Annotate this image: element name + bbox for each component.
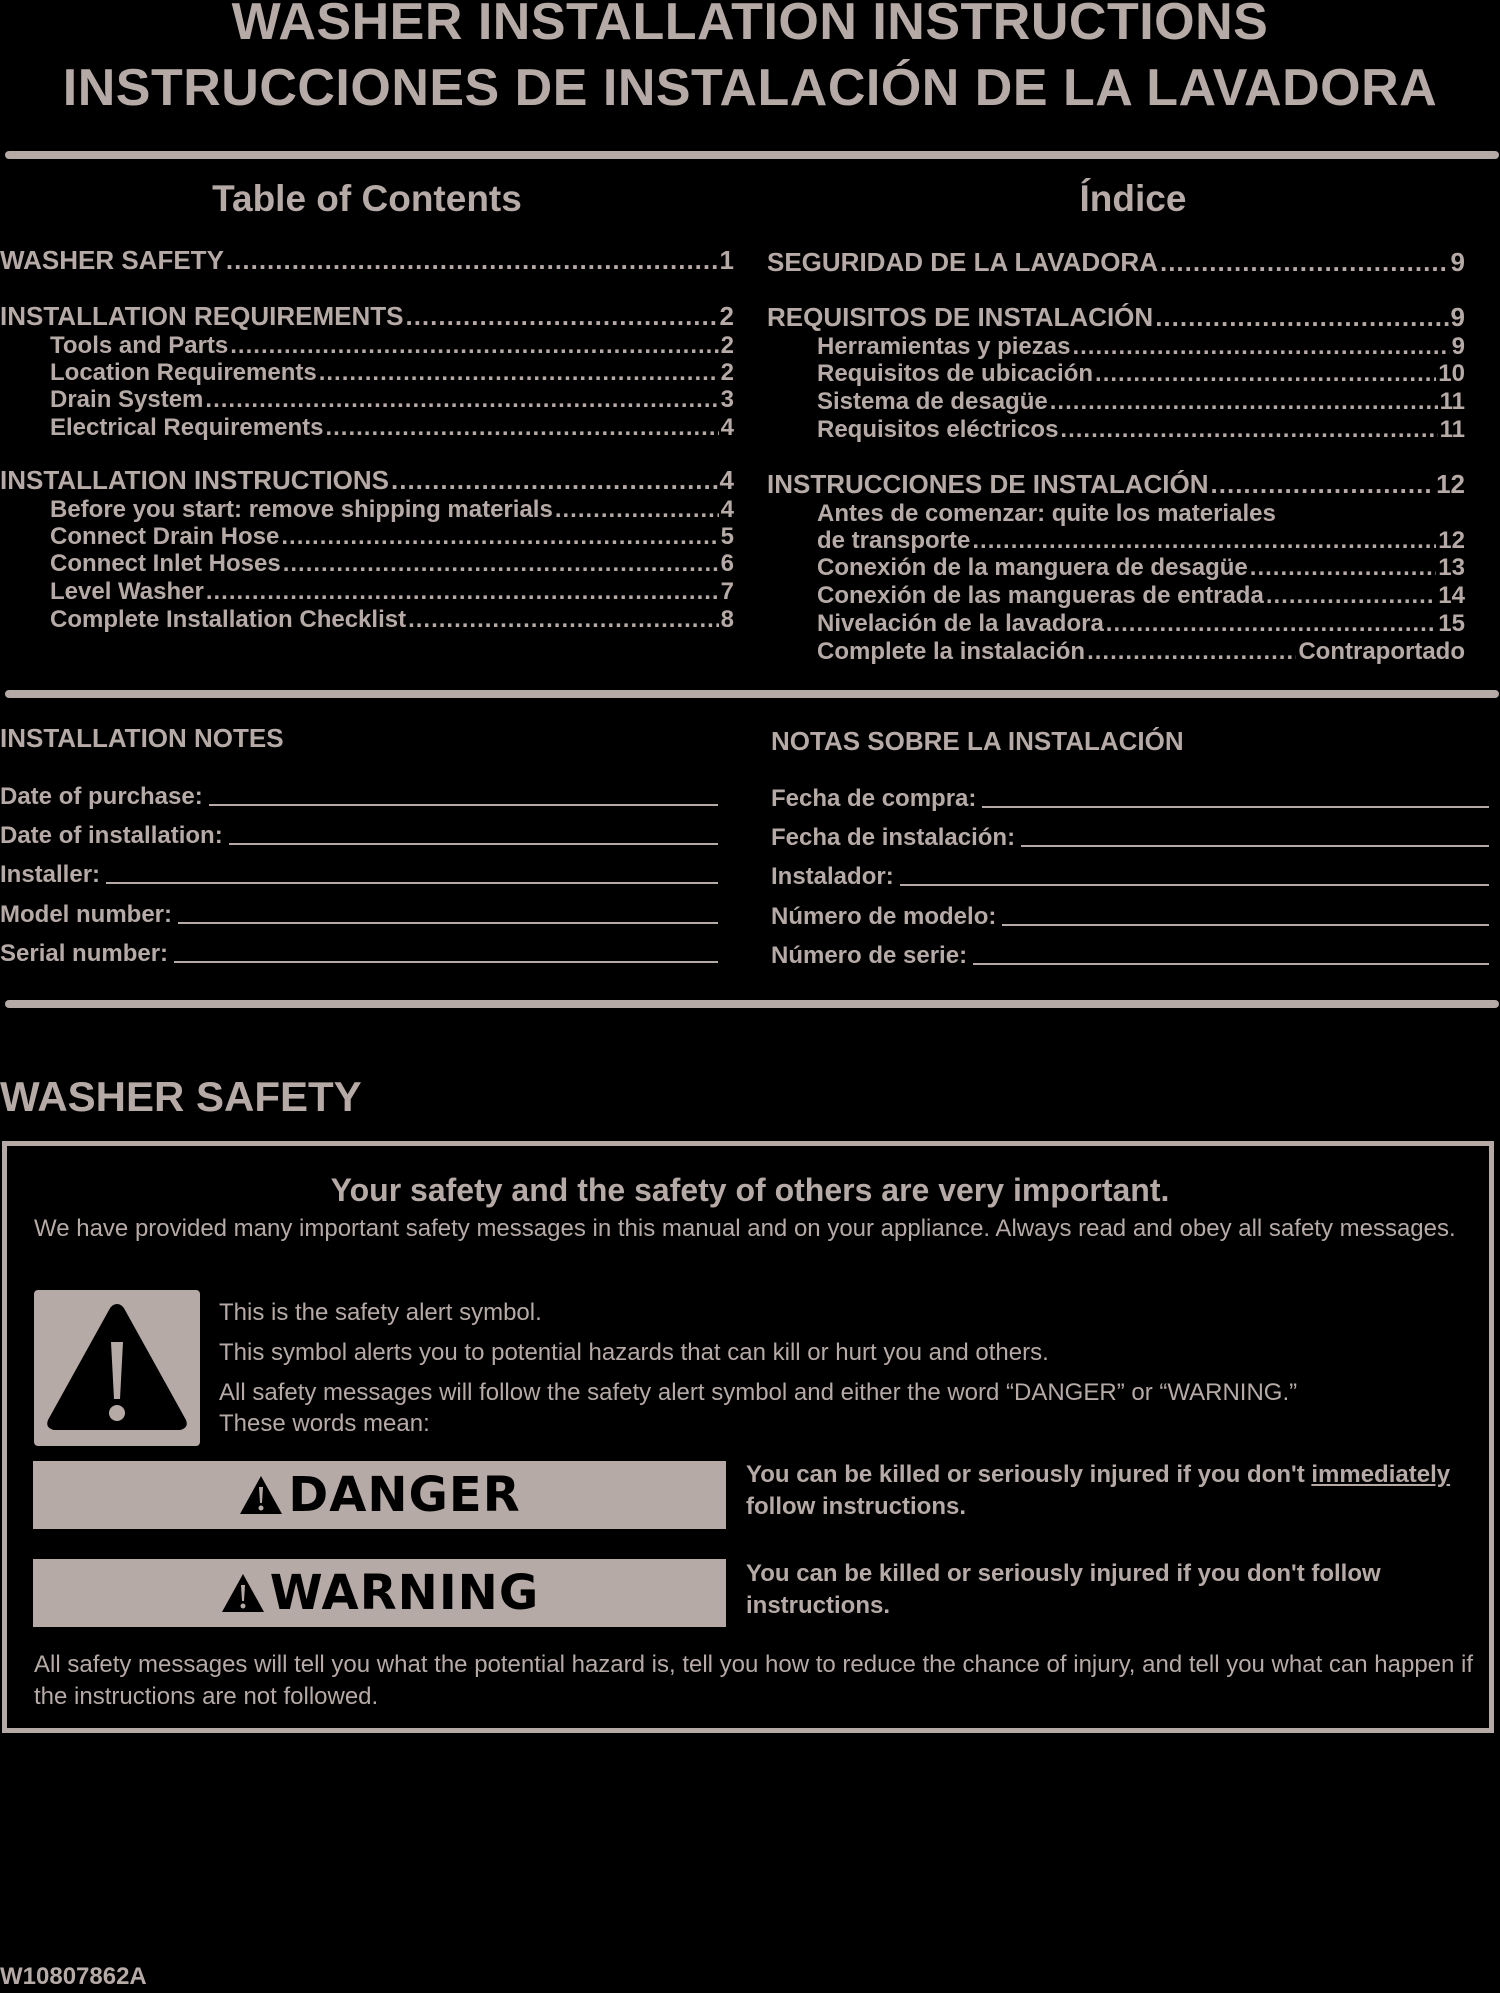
section-title-washer-safety: WASHER SAFETY [0,1073,362,1120]
note-field-date-of-installation[interactable]: Date of installation: [0,821,718,851]
safety-alert-triangle-icon [42,1296,192,1440]
divider [5,151,1499,159]
danger-signal-bar [33,1461,726,1529]
symbol-line: All safety messages will follow the safety alert symbol and either the word “DANGER” or “WARNING.” [219,1379,1298,1406]
symbol-line: This symbol alerts you to potential hazards that can kill or hurt you and others. [219,1339,1049,1366]
blank-line[interactable] [229,843,718,845]
toc-entry[interactable]: Connect Drain Hose ..... 5 [50,523,734,551]
toc-entry[interactable]: INSTALLATION INSTRUCTIONS ..... 4 [0,466,734,494]
notes-heading-spanish: NOTAS SOBRE LA INSTALACIÓN [771,726,1184,756]
warning-description: You can be killed or seriously injured if you don't follow instructions. [746,1560,1381,1619]
safety-alert-triangle-icon [238,1474,284,1516]
blank-line[interactable] [1002,924,1489,926]
warning-signal-bar [33,1559,726,1627]
toc-entry[interactable]: Nivelación de la lavadora ..... 15 [817,610,1465,638]
blank-line[interactable] [106,882,718,884]
toc-entry[interactable]: Conexión de la manguera de desagüe ..... 13 [817,554,1465,582]
safety-intro: We have provided many important safety messages in this manual and on your appliance. Always read and obey all safety messages. [34,1215,1456,1242]
toc-entry[interactable]: Complete Installation Checklist ..... 8 [50,606,734,634]
danger-label: DANGER [288,1467,521,1523]
toc-entry[interactable]: REQUISITOS DE INSTALACIÓN ..... 9 [767,303,1465,331]
safety-alert-symbol-tile [34,1290,200,1446]
note-field-numero-de-serie[interactable]: Número de serie: [771,941,1489,971]
note-field-serial-number[interactable]: Serial number: [0,939,718,969]
divider [5,690,1499,698]
toc-entry[interactable]: Connect Inlet Hoses ..... 6 [50,550,734,578]
blank-line[interactable] [178,922,718,924]
toc-entry[interactable]: Requisitos eléctricos ..... 11 [817,416,1465,444]
danger-description: You can be killed or seriously injured if you don't immediately follow instructions. [746,1461,1451,1520]
divider [5,1000,1499,1008]
blank-line[interactable] [900,884,1489,886]
blank-line[interactable] [174,961,718,963]
title-spanish: INSTRUCCIONES DE INSTALACIÓN DE LA LAVADORA [62,59,1438,117]
safety-footer: All safety messages will tell you what the potential hazard is, tell you how to reduce the chance of injury, and tell you what can happen if the instructions are not followed. [34,1651,1474,1710]
toc-entry[interactable]: Requisitos de ubicación ..... 10 [817,360,1465,388]
blank-line[interactable] [209,804,718,806]
toc-entry[interactable]: de transporte ..... 12 [817,527,1465,555]
toc-entry-label: Antes de comenzar: quite los materiales [817,500,1276,527]
toc-entry[interactable]: INSTALLATION REQUIREMENTS ..... 2 [0,302,734,330]
safety-alert-triangle-icon [220,1572,266,1614]
toc-entry[interactable]: INSTRUCCIONES DE INSTALACIÓN ..... 12 [767,470,1465,498]
toc-heading-spanish: Índice [1079,178,1187,219]
toc-entry[interactable]: Location Requirements ..... 2 [50,359,734,387]
note-field-model-number[interactable]: Model number: [0,900,718,930]
toc-entry[interactable]: Level Washer ..... 7 [50,578,734,606]
symbol-line: These words mean: [219,1410,430,1437]
toc-entry[interactable]: Conexión de las mangueras de entrada ..... 14 [817,582,1465,610]
note-field-fecha-de-instalacion[interactable]: Fecha de instalación: [771,823,1489,853]
toc-entry[interactable]: Sistema de desagüe ..... 11 [817,388,1465,416]
toc-heading-english: Table of Contents [212,178,522,219]
title-english: WASHER INSTALLATION INSTRUCTIONS [231,0,1269,51]
toc-entry[interactable]: Drain System ..... 3 [50,386,734,414]
blank-line[interactable] [982,806,1489,808]
note-field-instalador[interactable]: Instalador: [771,862,1489,892]
note-field-numero-de-modelo[interactable]: Número de modelo: [771,902,1489,932]
toc-entry[interactable]: WASHER SAFETY ..... 1 [0,246,734,274]
note-field-fecha-de-compra[interactable]: Fecha de compra: [771,784,1489,814]
blank-line[interactable] [973,963,1489,965]
toc-entry[interactable]: SEGURIDAD DE LA LAVADORA ..... 9 [767,248,1465,276]
note-field-installer[interactable]: Installer: [0,860,718,890]
warning-label: WARNING [269,1565,540,1621]
symbol-line: This is the safety alert symbol. [219,1299,542,1326]
safety-headline: Your safety and the safety of others are very important. [330,1172,1170,1208]
toc-entry[interactable]: Herramientas y piezas ..... 9 [817,333,1465,361]
toc-entry[interactable]: Complete la instalación ..... Contraportado [817,638,1465,666]
note-field-date-of-purchase[interactable]: Date of purchase: [0,782,718,812]
blank-line[interactable] [1021,845,1489,847]
notes-heading-english: INSTALLATION NOTES [0,723,284,753]
toc-entry[interactable]: Tools and Parts ..... 2 [50,332,734,360]
toc-entry[interactable]: Electrical Requirements ..... 4 [50,414,734,442]
toc-entry[interactable]: Before you start: remove shipping materials ..... 4 [50,496,734,524]
document-code: W10807862A [0,1963,147,1990]
